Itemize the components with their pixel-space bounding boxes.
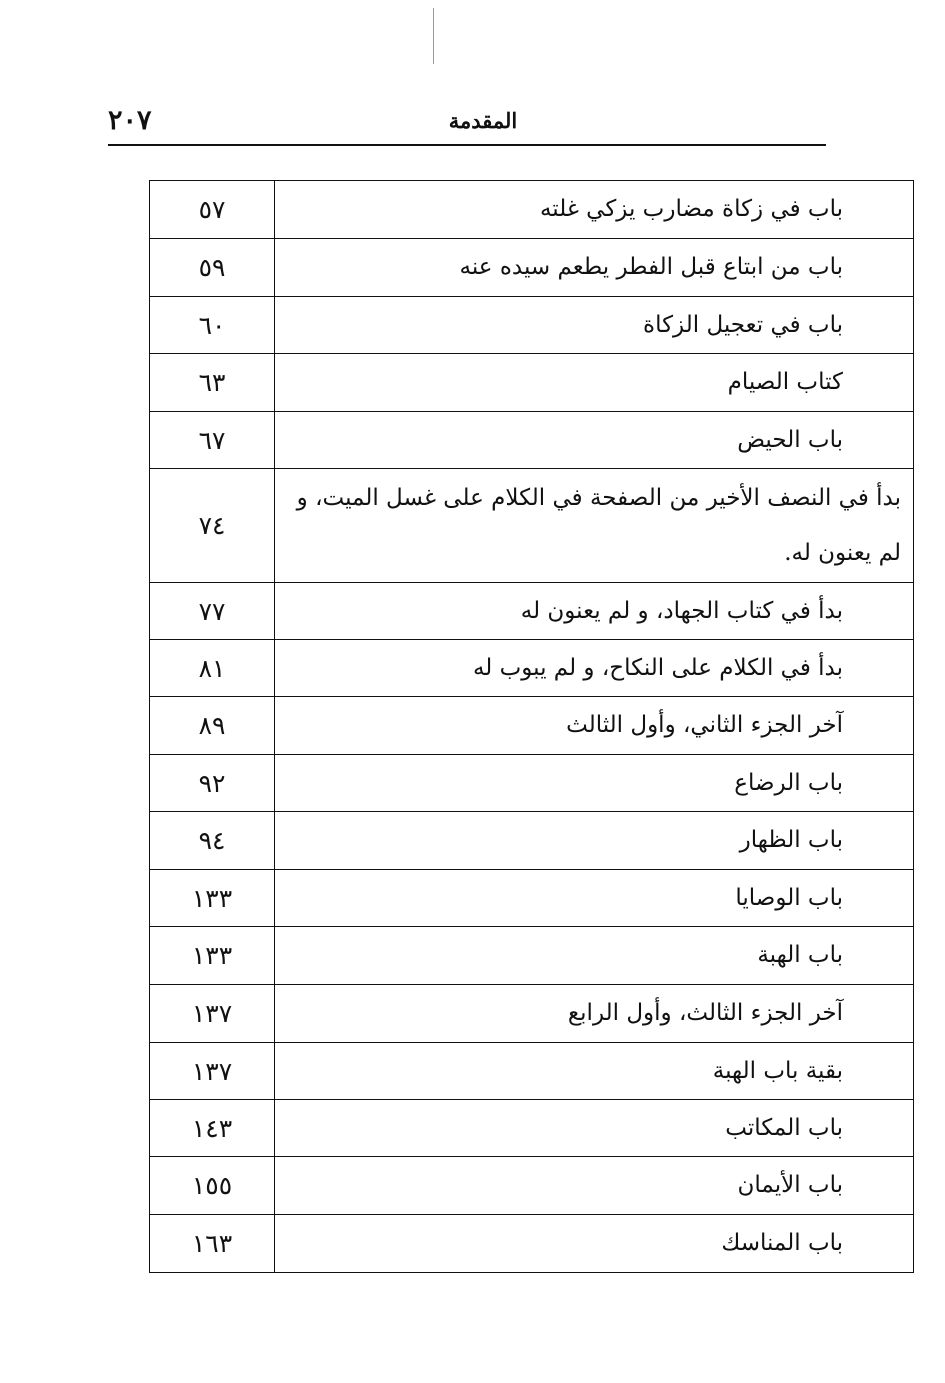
- table-row: [150, 1157, 914, 1215]
- table-row: [150, 927, 914, 985]
- page-number: ٢٠٧: [108, 105, 152, 136]
- entry-title: بدأ في الكلام على النكاح، و لم يبوب له: [275, 640, 914, 697]
- table-row: [150, 354, 914, 412]
- entry-page: ١٦٣: [150, 1215, 275, 1273]
- table-row: [150, 583, 914, 640]
- binding-mark: [433, 8, 434, 64]
- entry-title: كتاب الصيام: [275, 354, 914, 412]
- entry-title: آخر الجزء الثالث، وأول الرابع: [275, 985, 914, 1043]
- entry-page: ٦٣: [150, 354, 275, 412]
- entry-title: باب في تعجيل الزكاة: [275, 297, 914, 354]
- entry-title: باب الوصايا: [275, 870, 914, 927]
- table-row: [150, 755, 914, 812]
- entry-page: ٩٢: [150, 755, 275, 812]
- entry-page: ١٥٥: [150, 1157, 275, 1215]
- entry-page: ٧٤: [150, 469, 275, 583]
- entry-page: ١٣٧: [150, 985, 275, 1043]
- table-row: [150, 870, 914, 927]
- entry-title: بدأ في النصف الأخير من الصفحة في الكلام على غسل الميت، و لم يعنون له.: [275, 469, 914, 583]
- contents-table: [149, 180, 914, 1273]
- table-row: [150, 1100, 914, 1157]
- entry-page: ٩٤: [150, 812, 275, 870]
- entry-page: ٦٧: [150, 412, 275, 469]
- entry-title: باب المكاتب: [275, 1100, 914, 1157]
- entry-page: ١٣٣: [150, 927, 275, 985]
- entry-title: باب الهبة: [275, 927, 914, 985]
- table-row: [150, 297, 914, 354]
- table-row: [150, 697, 914, 755]
- running-title: المقدمة: [448, 108, 518, 133]
- table-row: [150, 1215, 914, 1273]
- entry-page: ٥٧: [150, 181, 275, 239]
- entry-title: باب المناسك: [275, 1215, 914, 1273]
- page-header: [108, 100, 826, 144]
- table-row: [150, 1043, 914, 1100]
- entry-page: ٧٧: [150, 583, 275, 640]
- entry-title: باب الحيض: [275, 412, 914, 469]
- entry-page: ٨١: [150, 640, 275, 697]
- table-row: [150, 412, 914, 469]
- entry-page: ١٣٧: [150, 1043, 275, 1100]
- entry-title: باب الظهار: [275, 812, 914, 870]
- table-row: [150, 239, 914, 297]
- entry-page: ٥٩: [150, 239, 275, 297]
- entry-page: ٨٩: [150, 697, 275, 755]
- entry-title: باب الرضاع: [275, 755, 914, 812]
- entry-title: باب الأيمان: [275, 1157, 914, 1215]
- table-row: [150, 640, 914, 697]
- entry-title: آخر الجزء الثاني، وأول الثالث: [275, 697, 914, 755]
- entry-title: بقية باب الهبة: [275, 1043, 914, 1100]
- entry-page: ١٣٣: [150, 870, 275, 927]
- table-row: [150, 181, 914, 239]
- entry-page: ١٤٣: [150, 1100, 275, 1157]
- entry-title: باب في زكاة مضارب يزكي غلته: [275, 181, 914, 239]
- header-rule: [108, 144, 826, 146]
- table-row: [150, 812, 914, 870]
- entry-page: ٦٠: [150, 297, 275, 354]
- entry-title: بدأ في كتاب الجهاد، و لم يعنون له: [275, 583, 914, 640]
- table-row: [150, 469, 914, 583]
- table-row: [150, 985, 914, 1043]
- entry-title: باب من ابتاع قبل الفطر يطعم سيده عنه: [275, 239, 914, 297]
